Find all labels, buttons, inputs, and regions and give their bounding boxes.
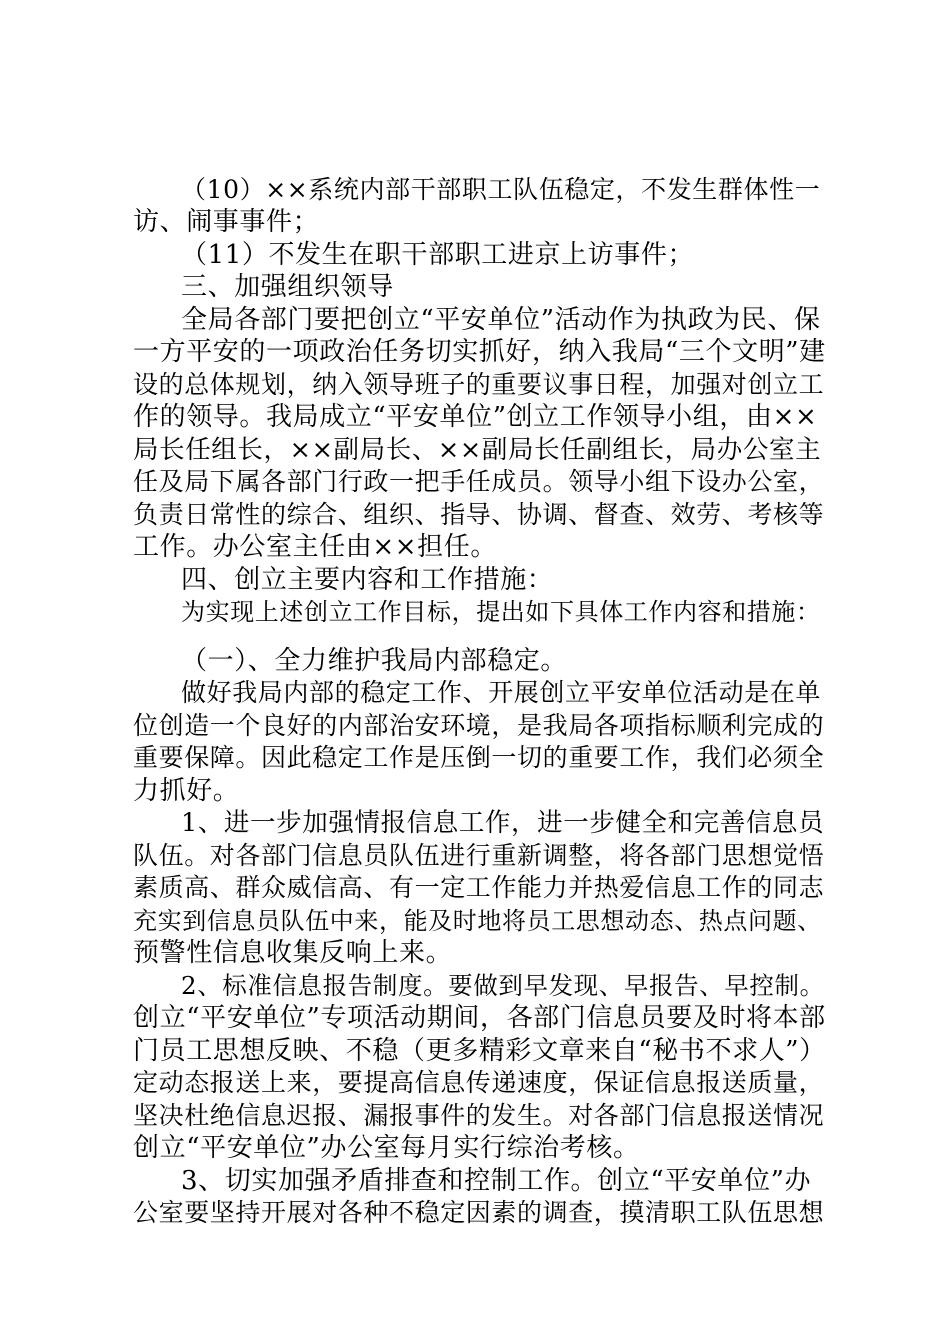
text-line: 公室要坚持开展对各种不稳定因素的调查，摸清职工队伍思想: [133, 1198, 825, 1227]
text-line: 位创造一个良好的内部治安环境，是我局各项指标顺利完成的: [133, 711, 825, 740]
text-line: 预警性信息收集反响上来。: [133, 938, 453, 968]
text-line: 负责日常性的综合、组织、指导、协调、督查、效劳、考核等: [133, 500, 825, 529]
text-line: 创立“平安单位”专项活动期间，各部门信息员要及时将本部: [133, 1003, 826, 1033]
text-line: （11）不发生在职干部职工进京上访事件；: [181, 240, 695, 270]
text-line: 任及局下属各部门行政一把手任成员。领导小组下设办公室，: [133, 467, 825, 496]
text-line: 队伍。对各部门信息员队伍进行重新调整，将各部门思想觉悟: [133, 841, 825, 870]
text-line: 定动态报送上来，要提高信息传递速度，保证信息报送质量，: [133, 1068, 825, 1097]
section-heading: 三、加强组织领导: [181, 272, 394, 302]
text-line: （10）××系统内部干部职工队伍稳定，不发生群体性一: [181, 175, 821, 204]
text-line: 设的总体规划，纳入领导班子的重要议事日程，加强对创立工: [133, 370, 825, 399]
text-line: 1、进一步加强情报信息工作，进一步健全和完善信息员: [181, 808, 825, 838]
text-line: 坚决杜绝信息迟报、漏报事件的发生。对各部门信息报送情况: [133, 1101, 825, 1130]
text-line: 工作。办公室主任由××担任。: [133, 532, 497, 562]
subsection-heading: （一）、全力维护我局内部稳定。: [181, 646, 568, 676]
text-line: 创立“平安单位”办公室每月实行综治考核。: [133, 1133, 640, 1163]
text-line: 局长任组长，××副局长、××副局长任副组长，局办公室主: [133, 435, 822, 465]
text-line: 素质高、群众威信高、有一定工作能力并热爱信息工作的同志: [133, 873, 825, 902]
text-line: 做好我局内部的稳定工作、开展创立平安单位活动是在单: [181, 678, 822, 707]
text-line: 充实到信息员队伍中来，能及时地将员工思想动态、热点问题、: [133, 907, 822, 935]
text-line: 力抓好。: [133, 776, 240, 806]
text-line: 全局各部门要把创立“平安单位”活动作为执政为民、保: [181, 305, 821, 335]
text-line: 门员工思想反映、不稳（更多精彩文章来自“秘书不求人”）: [133, 1036, 826, 1066]
text-line: 作的领导。我局成立“平安单位”创立工作领导小组，由××: [133, 402, 818, 432]
text-line: 2、标准信息报告制度。要做到早发现、早报告、早控制。: [181, 971, 825, 1000]
text-line: 访、闹事事件；: [133, 207, 320, 237]
section-heading: 四、创立主要内容和工作措施：: [181, 565, 554, 595]
text-line: 3、切实加强矛盾排查和控制工作。创立“平安单位”办: [181, 1166, 812, 1196]
text-line: 为实现上述创立工作目标，提出如下具体工作内容和措施：: [181, 598, 821, 626]
text-line: 重要保障。因此稳定工作是压倒一切的重要工作，我们必须全: [133, 743, 825, 772]
text-line: 一方平安的一项政治任务切实抓好，纳入我局“三个文明”建: [133, 337, 826, 367]
